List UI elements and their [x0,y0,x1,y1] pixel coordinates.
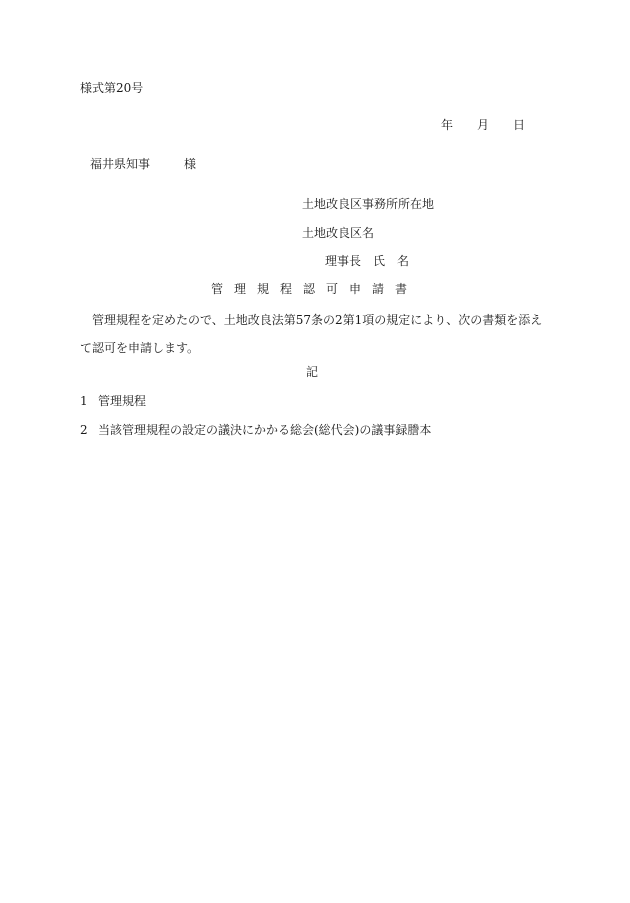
applicant-district-label: 土地改良区名 [302,226,375,240]
form-number: 様式第20号 [80,81,144,95]
date-day: 日 [513,118,526,132]
list-item-text: 当該管理規程の設定の議決にかかる総会(総代会)の議事録謄本 [98,423,432,437]
date-year: 年 [441,118,454,132]
addressee [90,156,196,172]
date-line [441,117,525,133]
list-item-number: 2 [80,423,88,437]
chairman-name-label: 氏 名 [373,254,410,268]
applicant-chairman [325,253,409,269]
list-item [80,393,146,409]
ki-heading: 記 [306,365,319,379]
addressee-honorific: 様 [184,157,197,171]
body-paragraph: 管理規程を定めたので、土地改良法第57条の2第1項の規定により、次の書類を添えて認可を申請します。 [80,313,543,355]
applicant-address-label: 土地改良区事務所所在地 [302,197,435,211]
date-month: 月 [477,118,490,132]
list-item-text: 管理規程 [98,394,147,408]
document-title: 管理規程認可申請書 [211,282,419,296]
chairman-title: 理事長 [325,254,362,268]
list-item [80,422,431,438]
addressee-name: 福井県知事 [90,157,151,171]
list-item-number: 1 [80,394,88,408]
